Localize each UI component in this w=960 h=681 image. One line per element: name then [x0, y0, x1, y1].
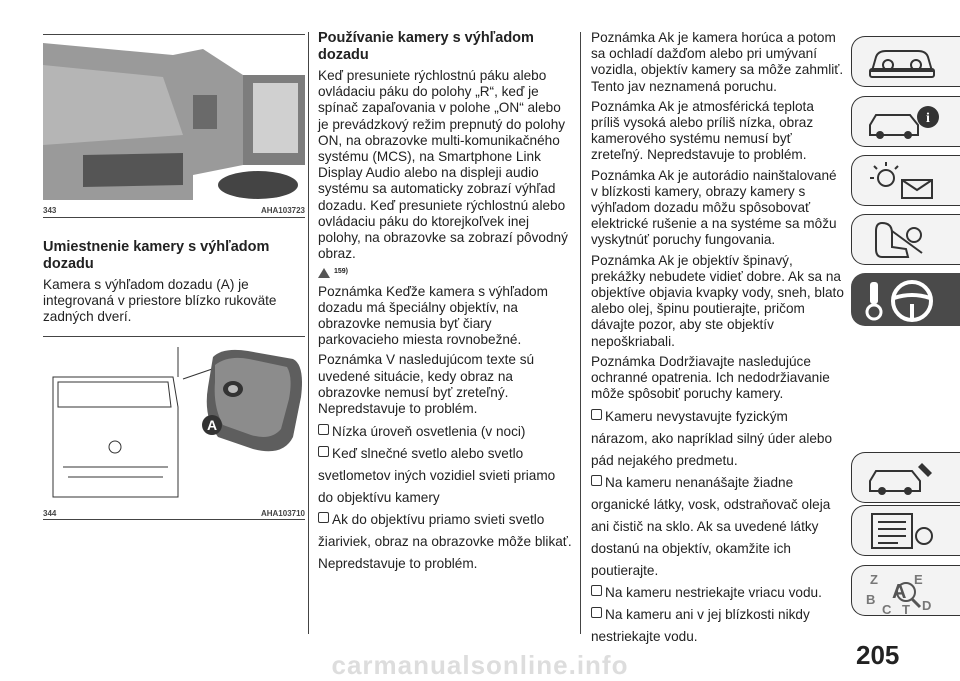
svg-text:C: C: [882, 602, 892, 616]
figure-344-caption: [43, 509, 305, 518]
tab-technical-data[interactable]: [851, 505, 960, 556]
figure-344-illustration: [43, 337, 305, 503]
technical-data-icon: [862, 510, 942, 552]
key-steering-wheel-icon: [862, 278, 942, 324]
note-temperature: Poznámka Ak je atmosférická teplota príliš vysoká alebo príliš nízka, obraz kamerového systému nemusí byť zreteľný. Nepredstavuje to problém.: [591, 98, 814, 163]
alphabetical-index-icon: [862, 570, 942, 616]
tab-emergency[interactable]: [851, 452, 960, 503]
warning-lights-icon: [862, 160, 942, 202]
checkbox-bullet-icon: [591, 409, 602, 420]
watermark: carmanualsonline.info: [331, 650, 629, 680]
warning-triangle-icon: [318, 268, 330, 278]
seat-airbag-icon: [862, 219, 942, 261]
warning-reference[interactable]: 159): [318, 264, 573, 280]
car-info-icon: [862, 101, 942, 143]
figure-number: 344: [43, 509, 57, 518]
figure-code: AHA103710: [260, 509, 305, 518]
figure-344: [43, 336, 305, 503]
tab-index[interactable]: [851, 565, 960, 616]
note-fog: Poznámka Ak je kamera horúca a potom sa ochladí dažďom alebo pri umývaní vozidla, objektív kamery sa môže zahmliť. Tento jav neznamená poruchu.: [591, 30, 844, 94]
tab-safety[interactable]: [851, 214, 960, 265]
svg-text:D: D: [922, 598, 932, 613]
car-service-icon: [862, 457, 942, 499]
note-situations: Poznámka V nasledujúcom texte sú uvedené situácie, kedy obraz na obrazovke nemusí byť zreteľný. Nepredstavuje to problém.: [318, 352, 535, 417]
svg-text:E: E: [914, 572, 923, 587]
svg-text:A: A: [892, 581, 907, 603]
svg-text:B: B: [866, 592, 876, 607]
bullet-item: Na kameru nenanášajte žiadne organické látky, vosk, odstraňovač oleja ani čistič na sklo. Ak sa uvedené látky dostanú na objektív, okamžite ich poutierajte.: [591, 475, 831, 579]
page-number: 205: [856, 640, 900, 670]
checkbox-bullet-icon: [318, 424, 329, 435]
callout-a-label: A: [206, 417, 218, 433]
figure-343-caption: [43, 206, 305, 215]
bullet-item: Kameru nevystavujte fyzickým nárazom, ako napríklad silný úder alebo pád nejakého predmetu.: [591, 409, 833, 469]
column-3: [591, 30, 846, 648]
svg-text:T: T: [902, 602, 910, 616]
checkbox-bullet-icon: [591, 585, 602, 596]
checkbox-bullet-icon: [591, 475, 602, 486]
figure-343-illustration: [43, 35, 305, 201]
figure-number: 343: [43, 206, 57, 215]
bullet-item: Nízka úroveň osvetlenia (v noci): [318, 421, 573, 443]
tab-dashboard[interactable]: [851, 36, 960, 87]
checkbox-bullet-icon: [318, 512, 329, 523]
section-heading-usage: Používanie kamery s výhľadom dozadu: [318, 30, 534, 63]
svg-text:Z: Z: [870, 572, 878, 587]
figure-code: AHA103723: [260, 206, 305, 215]
svg-text:i: i: [926, 111, 930, 126]
bullet-item: Na kameru nestriekajte vriacu vodu.: [591, 582, 846, 604]
checkbox-bullet-icon: [591, 607, 602, 618]
bullet-item: Ak do objektívu priamo svieti svetlo žiariviek, obraz na obrazovke môže blikať. Nepredstavuje to problém.: [318, 512, 572, 572]
bullet-item: Na kameru ani v jej blízkosti nikdy nestriekajte vodu.: [591, 607, 810, 645]
note-dirty-lens: Poznámka Ak je objektív špinavý, prekážky nebudete vidieť dobre. Ak sa na objektíve objavia kvapky vody, sneh, blato alebo olej, špinu poutierajte, pričom dávajte pozor, aby ste objektív nepoškriabali.: [591, 252, 844, 349]
tab-info[interactable]: [851, 96, 960, 147]
checkbox-bullet-icon: [318, 446, 329, 457]
column-2: [318, 30, 573, 575]
note-lens: Poznámka Keďže kamera s výhľadom dozadu má špeciálny objektív, na obrazovke nemusia byť čiary parkovacieho miesta rovnobežné.: [318, 283, 548, 348]
column-1: [43, 239, 305, 330]
section-heading-location: Umiestnenie kamery s výhľadom dozadu: [43, 239, 270, 272]
bullet-item: Keď slnečné svetlo alebo svetlo svetlometov iných vozidiel svieti priamo do objektívu kamery: [318, 446, 556, 506]
figure-343: [43, 34, 305, 201]
paragraph-usage: Keď presuniete rýchlostnú páku alebo ovládaciu páku do polohy „R“, keď je spínač zapaľovania v polohe „ON“ alebo je prevádzkový režim prepnutý do polohy ON, na obrazovke multi-komunikačného systému (MCS), na Smartphone Link Display Audio alebo na displeji audio systému sa automaticky zobrazí výhľad dozadu. Keď presuniete rýchlostnú alebo ovládaciu páku do ktorejkoľvek inej polohy, na obrazovke sa zobrazí pôvodný obraz.: [318, 68, 568, 262]
note-precautions: Poznámka Dodržiavajte nasledujúce ochranné opatrenia. Ich nedodržiavanie môže spôsobiť poruchy kamery.: [591, 353, 830, 402]
tab-starting-driving[interactable]: [851, 273, 960, 326]
note-radio: Poznámka Ak je autorádio nainštalované v blízkosti kamery, obrazy kamery s výhľadom dozadu môžu spôsobovať elektrické rušenie a na systéme sa môžu vyskytnúť poruchy fungovania.: [591, 167, 837, 248]
car-dashboard-icon: [862, 41, 942, 83]
paragraph-location: Kamera s výhľadom dozadu (A) je integrovaná v priestore blízko rukoväte zadných dverí.: [43, 277, 277, 325]
tab-warning-lights[interactable]: [851, 155, 960, 206]
